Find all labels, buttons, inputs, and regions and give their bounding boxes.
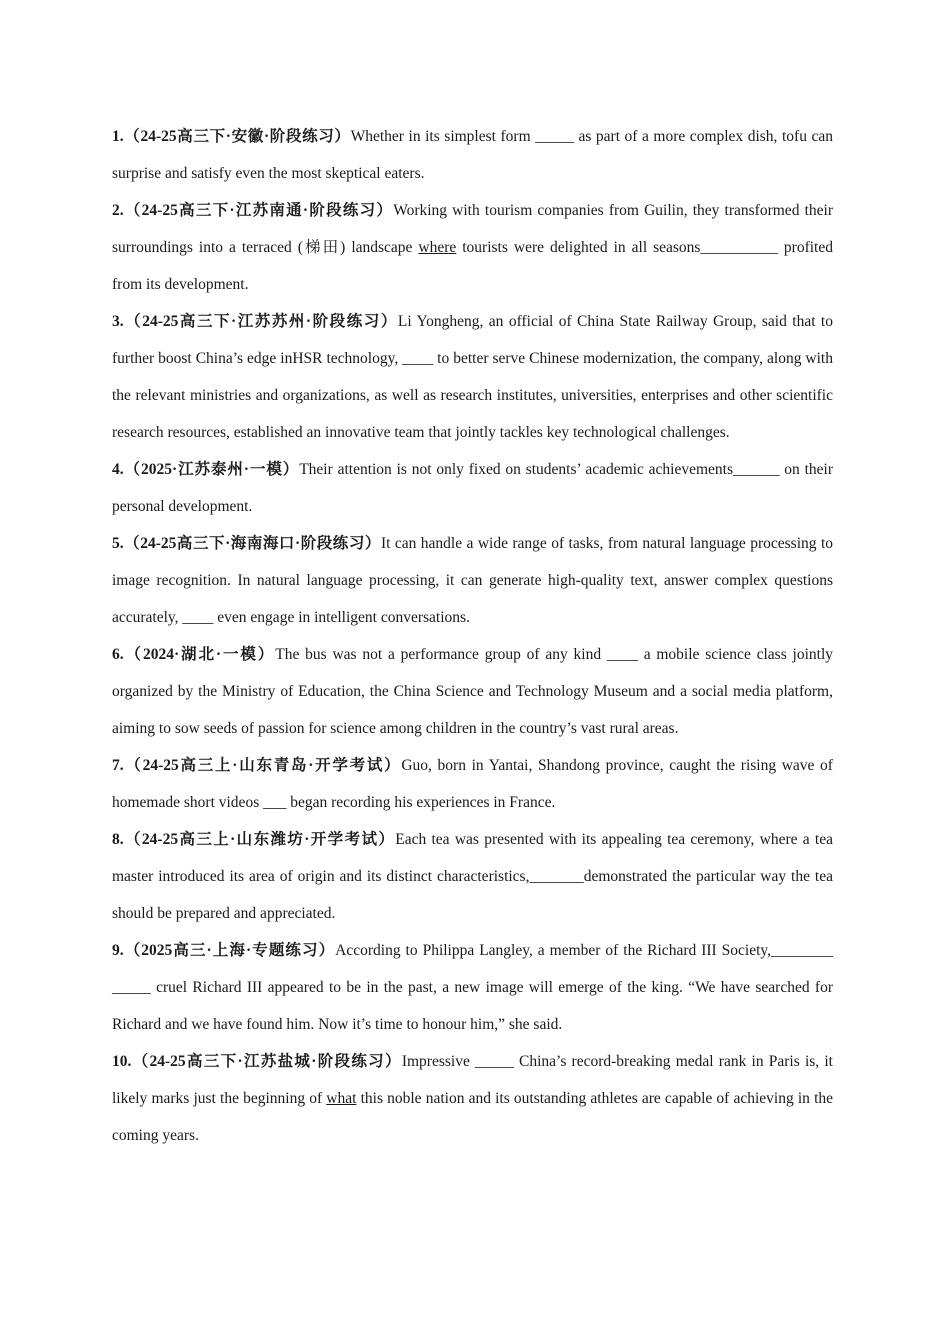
question-7 bbox=[112, 747, 833, 821]
question-text: Li Yongheng, an official of China State Railway Group, said that to further boost China’s edge inHSR technology, bbox=[112, 313, 833, 367]
question-text: It can handle a wide range of tasks, from natural language processing to image recognition. In natural language processing, it can generate high-quality text, answer complex questions accurately, bbox=[112, 535, 833, 626]
question-number: 7. bbox=[112, 757, 124, 774]
question-1 bbox=[112, 118, 833, 192]
question-text: _____ bbox=[535, 128, 574, 145]
question-text: _____ bbox=[112, 979, 151, 996]
question-source: （24-25高三上·山东青岛·开学考试） bbox=[123, 757, 402, 774]
question-source: （24-25高三下·江苏南通·阶段练习） bbox=[123, 202, 394, 219]
question-2 bbox=[112, 192, 833, 303]
question-source: （2025高三·上海·专题练习） bbox=[123, 942, 336, 959]
question-text: The bus was not a performance group of any kind bbox=[275, 646, 607, 663]
question-8 bbox=[112, 821, 833, 932]
question-text: China’s record-breaking medal rank in Paris is, it likely marks just the beginning of bbox=[112, 1053, 833, 1107]
question-4 bbox=[112, 451, 833, 525]
question-10 bbox=[112, 1043, 833, 1154]
question-text: tourists were delighted in all seasons__________ profited from its development. bbox=[112, 239, 833, 293]
question-text: this noble nation and its outstanding athletes are capable of achieving in the coming years. bbox=[112, 1090, 833, 1144]
underlined-word: what bbox=[326, 1090, 357, 1107]
question-text: ____ bbox=[402, 350, 434, 367]
question-9 bbox=[112, 932, 833, 1043]
question-text: ___ bbox=[263, 794, 287, 811]
question-text: to better serve Chinese modernization, the company, along with the relevant ministries and organizations, as well as research institutes, universities, enterprises and other scientific research resources, established an innovative team that jointly tackles key technological challenges. bbox=[112, 350, 833, 441]
question-text: Whether in its simplest form bbox=[350, 128, 536, 145]
question-number: 4. bbox=[112, 461, 124, 478]
question-source: （24-25高三上·山东潍坊·开学考试） bbox=[123, 831, 396, 848]
question-text: cruel Richard III appeared to be in the past, a new image will emerge of the king. “We have searched for Richard and we have found him. Now it’s time to honour him,” she said. bbox=[112, 979, 833, 1033]
question-list bbox=[112, 118, 833, 1154]
question-text: ____ bbox=[182, 609, 214, 626]
question-6 bbox=[112, 636, 833, 747]
question-source: （2025·江苏泰州·一模） bbox=[123, 461, 300, 478]
question-text: Impressive bbox=[401, 1053, 476, 1070]
question-3 bbox=[112, 303, 833, 451]
question-text: ____ bbox=[606, 646, 638, 663]
question-text: _______ bbox=[529, 868, 584, 885]
question-text: Guo, born in Yantai, Shandong province, caught the rising wave of homemade short videos bbox=[112, 757, 833, 811]
question-text: According to Philippa Langley, a member of the Richard III Society,________ bbox=[335, 942, 833, 959]
question-number: 9. bbox=[112, 942, 124, 959]
question-text: demonstrated the particular way the tea should be prepared and appreciated. bbox=[112, 868, 833, 922]
question-text: began recording his experiences in France. bbox=[286, 794, 556, 811]
question-text: Working with tourism companies from Guilin, they transformed their surroundings into a terraced (梯田) landscape bbox=[112, 202, 833, 256]
question-number: 8. bbox=[112, 831, 124, 848]
question-text: a mobile science class jointly organized by the Ministry of Education, the China Science and Technology Museum and a social media platform, aiming to sow seeds of passion for science among children in the country’s vast rural areas. bbox=[112, 646, 834, 737]
underlined-word: where bbox=[418, 239, 457, 256]
question-source: （24-25高三下·海南海口·阶段练习） bbox=[123, 535, 381, 552]
question-number: 10. bbox=[112, 1053, 132, 1070]
question-number: 6. bbox=[112, 646, 124, 663]
question-text: as part of a more complex dish, tofu can surprise and satisfy even the most skeptical eaters. bbox=[112, 128, 833, 182]
question-source: （24-25高三下·安徽·阶段练习） bbox=[123, 128, 351, 145]
question-text: Each tea was presented with its appealing tea ceremony, where a tea master introduced its area of origin and its distinct characteristics, bbox=[112, 831, 833, 885]
question-number: 5. bbox=[112, 535, 124, 552]
question-source: （2024·湖北·一模） bbox=[123, 646, 276, 663]
question-5 bbox=[112, 525, 833, 636]
question-text: _____ bbox=[475, 1053, 514, 1070]
question-source: （24-25高三下·江苏苏州·阶段练习） bbox=[123, 313, 398, 330]
question-number: 3. bbox=[112, 313, 124, 330]
question-text: Their attention is not only fixed on students’ academic achievements______ on their personal development. bbox=[112, 461, 833, 515]
question-number: 2. bbox=[112, 202, 124, 219]
question-source: （24-25高三下·江苏盐城·阶段练习） bbox=[131, 1053, 402, 1070]
question-number: 1. bbox=[112, 128, 124, 145]
question-text: even engage in intelligent conversations. bbox=[213, 609, 470, 626]
